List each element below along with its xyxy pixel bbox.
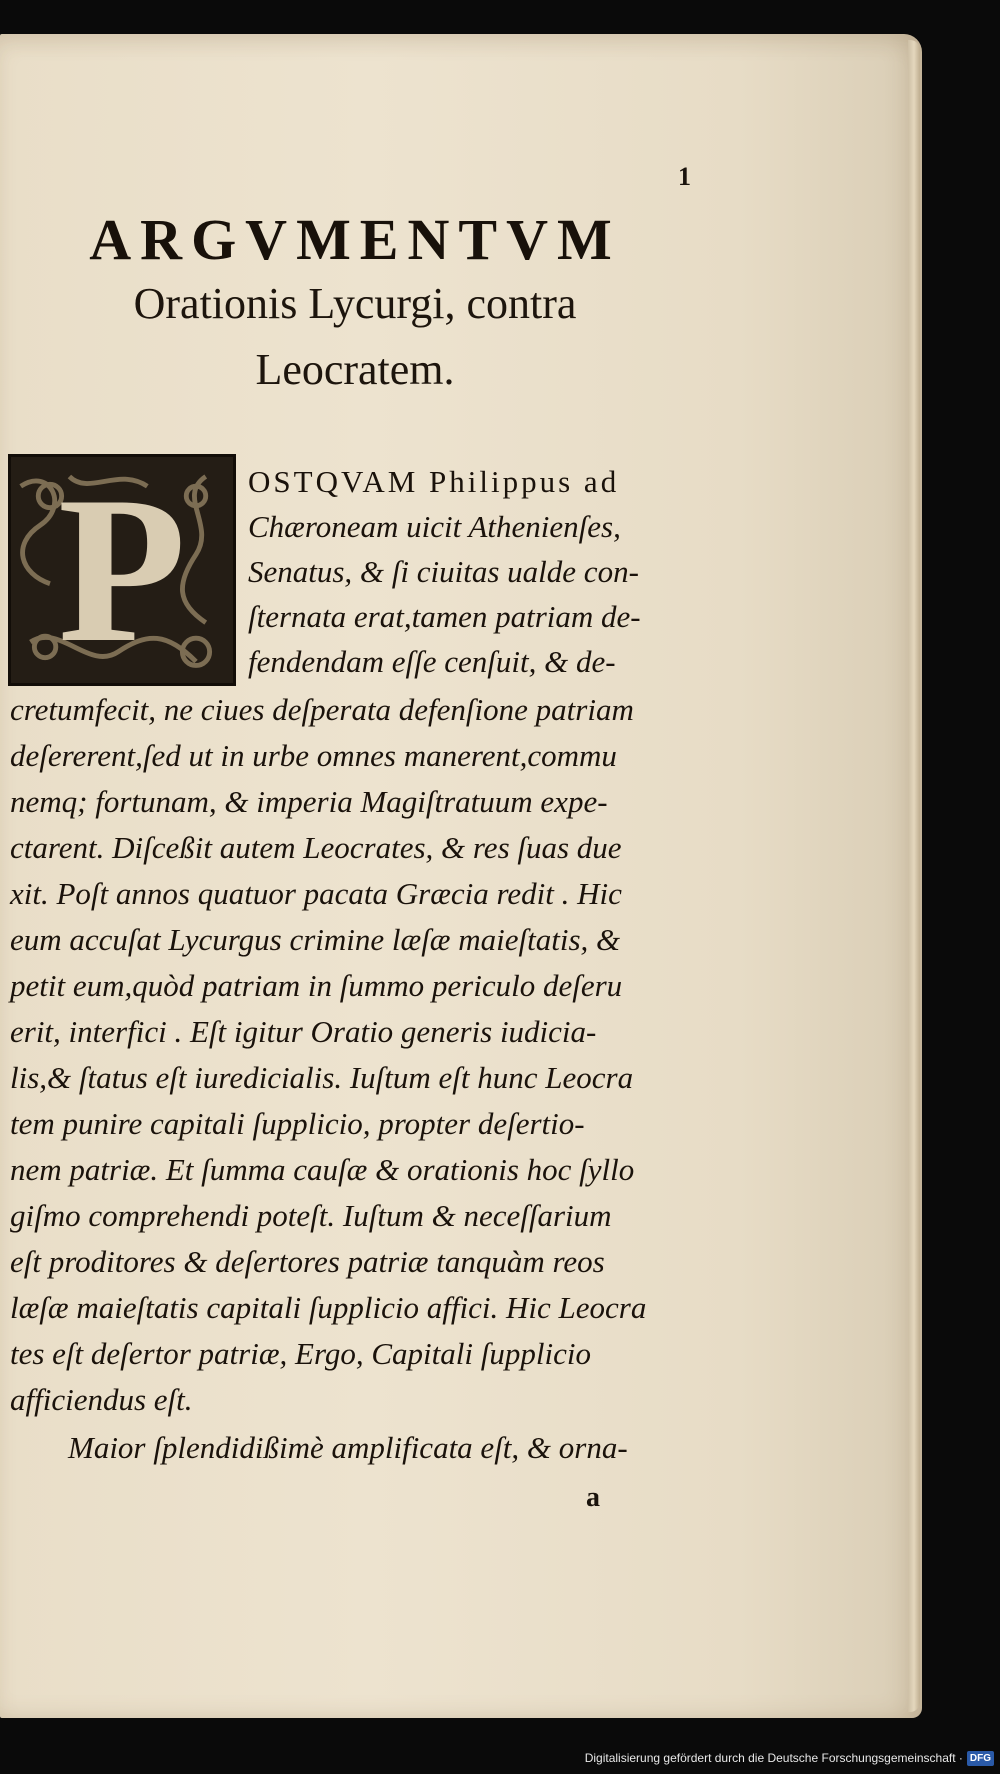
text-line: tem punire capitali ſupplicio, propter deſertio-: [10, 1106, 585, 1141]
initial-letter: P: [57, 454, 187, 686]
digitization-credit: [585, 1748, 994, 1768]
text-line: petit eum,quòd patriam in ſummo periculo deſeru: [10, 968, 623, 1003]
text-line: xit. Poſt annos quatuor pacata Græcia redit . Hic: [10, 876, 622, 911]
book-page: [0, 34, 922, 1718]
text-line: nem patriæ. Et ſumma cauſæ & orationis hoc ſyllo: [10, 1152, 635, 1187]
text-line: Senatus, & ſi ciuitas ualde con-: [248, 554, 639, 589]
text-line: ctarent. Diſceßit autem Leocrates, & res ſuas due: [10, 830, 622, 865]
text-line: Maior ſplendidißimè amplificata eſt, & orna-: [68, 1430, 628, 1465]
text-line: nemq; fortunam, & imperia Magiſtratuum expe-: [10, 784, 608, 819]
text-line: OSTQVAM Philippus ad: [248, 464, 620, 499]
credit-text: Digitalisierung gefördert durch die Deutsche Forschungsgemeinschaft ·: [584, 1751, 963, 1765]
dfg-logo-icon: DFG: [967, 1751, 994, 1766]
text-line: deſererent,ſed ut in urbe omnes manerent,commu: [10, 738, 617, 773]
text-line: giſmo comprehendi poteſt. Iuſtum & neceſſarium: [10, 1198, 612, 1233]
text-line: erit, interfici . Eſt igitur Oratio generis iudicia-: [10, 1014, 597, 1049]
text-line: ſternata erat,tamen patriam de-: [248, 599, 641, 634]
catchword: a: [586, 1482, 600, 1513]
text-line: eum accuſat Lycurgus crimine læſæ maieſtatis, &: [10, 922, 621, 957]
text-line: fendendam eſſe cenſuit, & de-: [248, 644, 616, 679]
subtitle-line-1: Orationis Lycurgi, contra: [133, 279, 577, 328]
text-line: eſt proditores & deſertores patriæ tanquàm reos: [10, 1244, 605, 1279]
text-line: Chæroneam uicit Athenienſes,: [248, 509, 621, 544]
page-number: 1: [678, 162, 691, 191]
page-title: ARGVMENTVM: [89, 207, 621, 272]
text-line: afficiendus eſt.: [10, 1382, 193, 1417]
text-line: tes eſt deſertor patriæ, Ergo, Capitali ſupplicio: [10, 1336, 591, 1371]
subtitle-line-2: Leocratem.: [255, 345, 455, 394]
page-edge: [908, 40, 920, 1712]
text-line: læſæ maieſtatis capitali ſupplicio affici. Hic Leocra: [10, 1290, 647, 1325]
text-line: cretumfecit, ne ciues deſperata defenſione patriam: [10, 692, 634, 727]
decorated-initial: [8, 454, 236, 686]
text-line: lis,& ſtatus eſt iuredicialis. Iuſtum eſt hunc Leocra: [10, 1060, 634, 1095]
